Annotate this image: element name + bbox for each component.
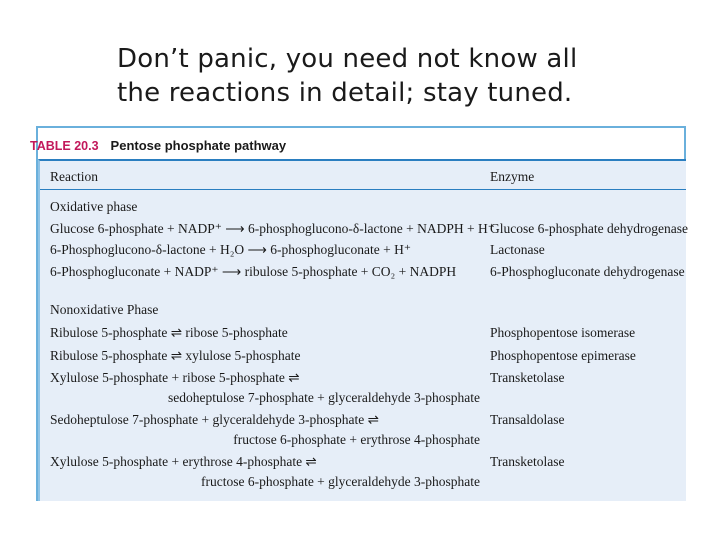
section-nonoxidative-phase: Nonoxidative Phase — [50, 302, 159, 317]
enzyme-cell: Glucose 6-phosphate dehydrogenase — [490, 221, 688, 236]
enzyme-cell: 6-Phosphogluconate dehydrogenase — [490, 264, 685, 279]
reaction-cell: Glucose 6-phosphate + NADP⁺ ⟶ 6-phosphoglucono-δ-lactone + NADPH + H⁺ — [50, 221, 495, 236]
table-number: TABLE 20.3 — [30, 139, 99, 153]
slide-title-line-2: the reactions in detail; stay tuned. — [117, 78, 573, 108]
section-oxidative-phase: Oxidative phase — [50, 199, 138, 214]
reaction-cell: 6-Phosphogluconate + NADP⁺ ⟶ ribulose 5-phosphate + CO₂ + NADPH — [50, 264, 457, 279]
reaction-continuation: fructose 6-phosphate + erythrose 4-phosphate — [233, 432, 480, 447]
enzyme-cell: Transketolase — [490, 370, 565, 385]
reaction-cell: 6-Phosphoglucono-δ-lactone + H₂O ⟶ 6-phosphogluconate + H⁺ — [50, 242, 411, 257]
enzyme-cell: Lactonase — [490, 242, 545, 257]
enzyme-cell: Transaldolase — [490, 412, 565, 427]
enzyme-cell: Phosphopentose isomerase — [490, 325, 636, 340]
reaction-continuation: fructose 6-phosphate + glyceraldehyde 3-phosphate — [200, 474, 480, 489]
reaction-continuation: sedoheptulose 7-phosphate + glyceraldehyde 3-phosphate — [167, 390, 480, 405]
table-title: Pentose phosphate pathway — [110, 138, 287, 153]
reaction-cell: Xylulose 5-phosphate + ribose 5-phosphate ⇌ — [50, 370, 300, 385]
slide-title-line-1: Don’t panic, you need not know all — [117, 44, 578, 74]
enzyme-cell: Transketolase — [490, 454, 565, 469]
table-caption — [30, 138, 286, 153]
table-figure — [30, 126, 688, 501]
reaction-cell: Sedoheptulose 7-phosphate + glyceraldehyde 3-phosphate ⇌ — [50, 412, 379, 427]
slide-title — [117, 42, 677, 110]
table-header — [40, 161, 686, 190]
reaction-cell: Ribulose 5-phosphate ⇌ xylulose 5-phosphate — [50, 348, 301, 363]
column-header-reaction: Reaction — [50, 169, 98, 184]
enzyme-cell: Phosphopentose epimerase — [490, 348, 636, 363]
data-table — [38, 159, 686, 501]
column-header-enzyme: Enzyme — [490, 169, 535, 184]
reaction-cell: Xylulose 5-phosphate + erythrose 4-phosphate ⇌ — [50, 454, 317, 469]
reaction-cell: Ribulose 5-phosphate ⇌ ribose 5-phosphate — [50, 325, 288, 340]
